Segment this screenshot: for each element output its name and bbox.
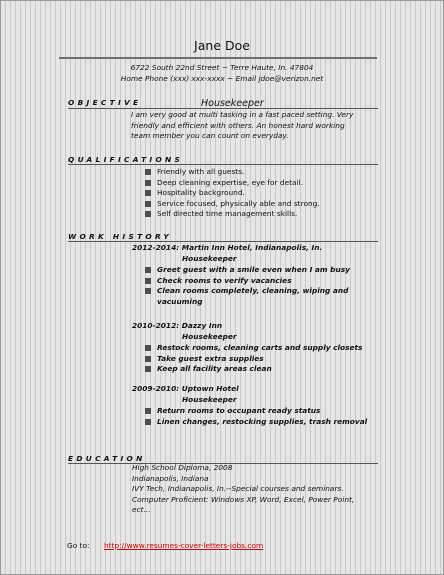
phone-email-line: Home Phone (xxx) xxx-xxxx ~ Email jdoe@verizon.net bbox=[120, 74, 324, 83]
website-link[interactable]: http://www.resumes-cover-letters-jobs.com bbox=[104, 541, 264, 550]
work-history-divider bbox=[68, 241, 378, 242]
list-item: Keep all facility areas clean bbox=[144, 364, 362, 375]
objective-line: I am very good at multi tasking in a fast paced setting. Very bbox=[131, 110, 354, 119]
list-item: Self directed time management skills. bbox=[144, 209, 320, 220]
list-item: Service focused, physically able and strong. bbox=[144, 199, 320, 210]
work-history-heading: WORK HISTORY bbox=[68, 232, 172, 241]
objective-text bbox=[131, 110, 381, 142]
goto-label: Go to: bbox=[67, 541, 90, 550]
list-item: Clean rooms completely, cleaning, wiping and bbox=[144, 286, 350, 297]
job-header: 2010-2012: Dazzy Inn bbox=[132, 321, 223, 330]
job-role: Housekeeper bbox=[182, 395, 237, 404]
education-line: Indianapolis, Indiana bbox=[132, 473, 209, 483]
job-role: Housekeeper bbox=[182, 332, 237, 341]
objective-line: friendly and efficient with others. An honest hard working bbox=[131, 120, 345, 130]
job-duties-list bbox=[144, 406, 367, 427]
list-item-continuation: vacuuming bbox=[157, 296, 203, 306]
education-line: Computer Proficient: Windows XP, Word, Excel, Power Point, bbox=[132, 494, 355, 504]
header-divider bbox=[59, 57, 377, 59]
job-duties-list bbox=[144, 265, 350, 307]
education-text bbox=[132, 463, 354, 516]
list-item: Take guest extra supplies bbox=[144, 354, 362, 365]
list-item: Restock rooms, cleaning carts and supply closets bbox=[144, 343, 362, 354]
qualifications-heading: QUALIFICATIONS bbox=[68, 155, 184, 164]
objective-title: Housekeeper bbox=[201, 98, 264, 109]
education-line: High School Diploma, 2008 bbox=[132, 463, 233, 472]
job-duties-list bbox=[144, 343, 362, 375]
education-line: IVY Tech, Indianapolis, In.--Special courses and seminars. bbox=[132, 484, 344, 493]
list-item: Friendly with all guests. bbox=[144, 167, 320, 178]
candidate-name: Jane Doe bbox=[194, 38, 250, 53]
qualifications-list bbox=[144, 167, 320, 220]
address-line: 6722 South 22nd Street ~ Terre Haute, In. 47804 bbox=[130, 63, 314, 72]
objective-heading: OBJECTIVE bbox=[68, 98, 142, 107]
objective-line: team member you can count on everyday. bbox=[131, 131, 289, 140]
education-heading: EDUCATION bbox=[68, 454, 146, 463]
job-header: 2012-2014: Martin Inn Hotel, Indianapolis, In. bbox=[132, 243, 323, 252]
list-item: Return rooms to occupant ready status bbox=[144, 406, 367, 417]
list-item: Check rooms to verify vacancies bbox=[144, 276, 350, 287]
list-item: Linen changes, restocking supplies, trash removal bbox=[144, 417, 367, 428]
education-line: ect... bbox=[132, 505, 151, 514]
job-role: Housekeeper bbox=[182, 254, 237, 263]
list-item: Hospitality background. bbox=[144, 188, 320, 199]
qualifications-divider bbox=[68, 164, 378, 165]
list-item: Greet guest with a smile even when I am busy bbox=[144, 265, 350, 276]
job-header: 2009-2010: Uptown Hotel bbox=[132, 384, 239, 393]
list-item: Deep cleaning expertise, eye for detail. bbox=[144, 178, 320, 189]
